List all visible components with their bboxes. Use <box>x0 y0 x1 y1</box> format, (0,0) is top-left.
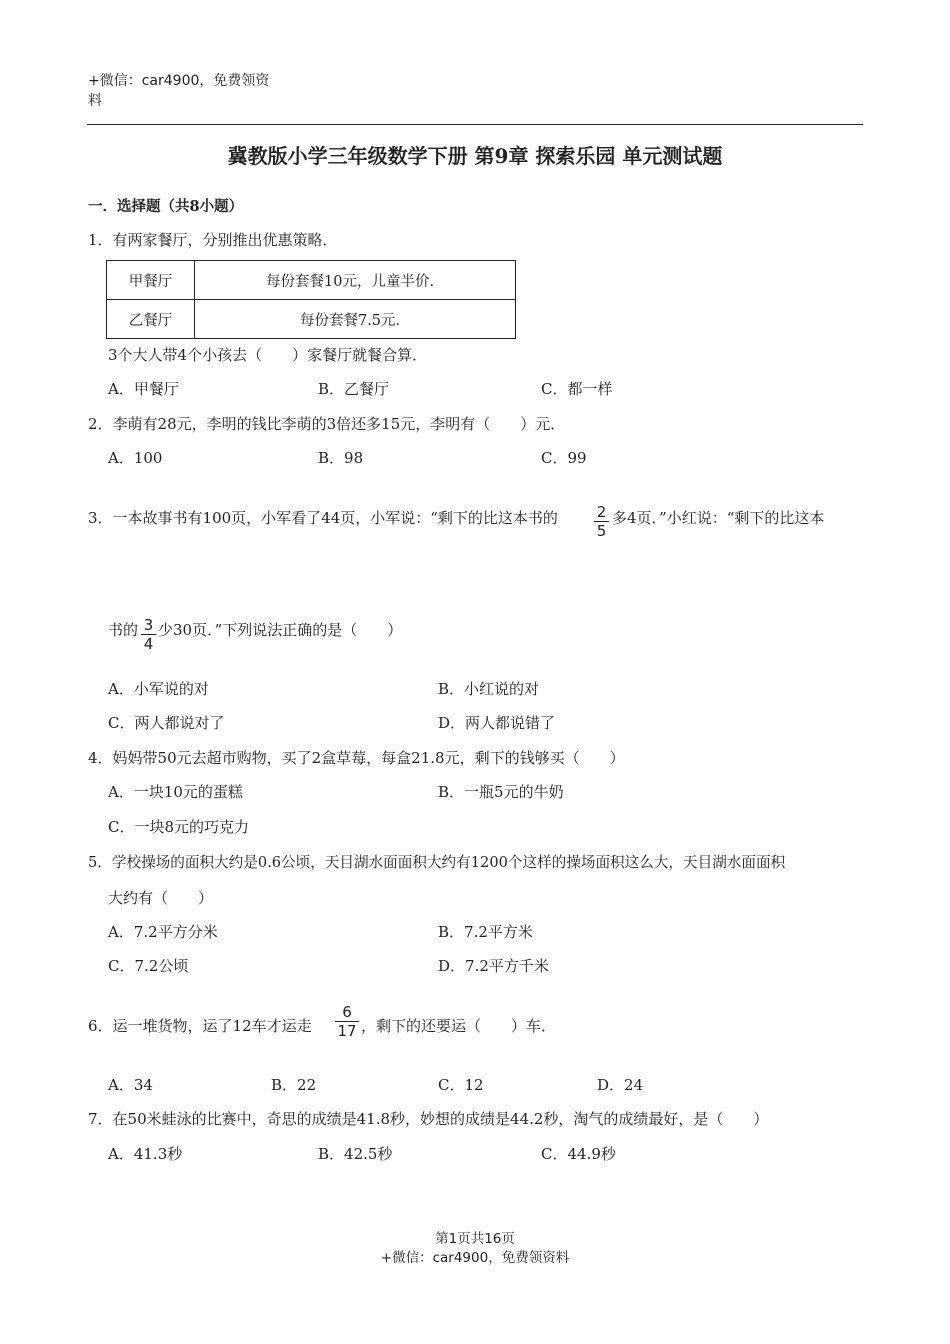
q3-option-b[interactable]: B．小红说的对 <box>438 680 540 698</box>
q1-option-c[interactable]: C．都一样 <box>541 380 613 398</box>
q4-option-b[interactable]: B．一瓶5元的牛奶 <box>438 783 564 801</box>
fraction-numerator: 3 <box>143 616 154 634</box>
q3-option-a[interactable]: A．小军说的对 <box>108 680 209 698</box>
q3-stem-part4: 少30页．”下列说法正确的是（ ） <box>158 621 403 639</box>
table-cell-name: 乙餐厅 <box>107 300 195 339</box>
q6-stem-part1: 6．运一堆货物，运了12车才运走 <box>88 1017 312 1035</box>
table-cell-desc: 每份套餐10元，儿童半价． <box>195 261 516 300</box>
q5-option-c[interactable]: C．7.2公顷 <box>108 957 189 975</box>
fraction-denominator: 4 <box>143 635 154 653</box>
page-number: 第1页共16页 <box>435 1231 515 1247</box>
q3-fraction-three-quarters <box>141 616 156 653</box>
q6-option-d[interactable]: D．24 <box>597 1076 644 1094</box>
q1-option-b[interactable]: B．乙餐厅 <box>318 380 390 398</box>
q3-fraction-two-fifths <box>594 503 609 540</box>
fraction-numerator: 2 <box>596 503 607 521</box>
q3-stem-part1: 3．一本故事书有100页，小军看了44页，小军说：“剩下的比这本书的 <box>88 509 558 527</box>
table-row <box>107 300 516 339</box>
q2-option-a[interactable]: A．100 <box>108 449 163 467</box>
q7-option-b[interactable]: B．42.5秒 <box>318 1145 393 1163</box>
fraction-denominator: 5 <box>596 522 607 540</box>
q4-stem: 4．妈妈带50元去超市购物，买了2盒草莓，每盒21.8元，剩下的钱够买（ ） <box>88 749 625 767</box>
q1-option-a[interactable]: A．甲餐厅 <box>108 380 179 398</box>
q5-stem-part2: 大约有（ ） <box>108 889 214 907</box>
footer-wechat: +微信：car4900，免费领资料 <box>380 1250 570 1266</box>
q3-option-c[interactable]: C．两人都说对了 <box>108 714 225 732</box>
q5-stem-part1: 5．学校操场的面积大约是0.6公顷，天目湖水面面积大约有1200个这样的操场面积这么大，天目湖水面面积 <box>88 854 786 871</box>
section-heading: 一．选择题（共8小题） <box>88 198 244 215</box>
q6-option-a[interactable]: A．34 <box>108 1076 153 1094</box>
q7-stem: 7．在50米蛙泳的比赛中，奇思的成绩是41.8秒，妙想的成绩是44.2秒，淘气的成绩最好，是（ ） <box>88 1110 769 1128</box>
q2-option-b[interactable]: B．98 <box>318 449 364 467</box>
q2-stem: 2．李萌有28元，李明的钱比李萌的3倍还多15元，李明有（ ）元． <box>88 415 566 433</box>
q3-stem-part2: 多4页．”小红说：“剩下的比这本 <box>612 509 825 527</box>
table-cell-desc: 每份套餐7.5元． <box>195 300 516 339</box>
q7-option-c[interactable]: C．44.9秒 <box>541 1145 616 1163</box>
q3-stem-part3: 书的 <box>108 621 139 639</box>
header-wechat-line1: +微信：car4900，免费领资 <box>88 73 270 89</box>
header-wechat-line2: 料 <box>88 93 102 109</box>
header-divider <box>87 124 863 125</box>
q1-question: 3个大人带4个小孩去（ ）家餐厅就餐合算． <box>108 346 428 364</box>
table-row <box>107 261 516 300</box>
fraction-denominator: 17 <box>337 1022 357 1040</box>
q6-option-c[interactable]: C．12 <box>438 1076 484 1094</box>
q1-restaurant-table <box>106 260 516 339</box>
q6-stem-part2: ，剩下的还要运（ ）车． <box>361 1017 557 1035</box>
q6-fraction-six-seventeenths <box>335 1003 359 1040</box>
q3-option-d[interactable]: D．两人都说错了 <box>438 714 556 732</box>
table-cell-name: 甲餐厅 <box>107 261 195 300</box>
page-title: 冀教版小学三年级数学下册 第9章 探索乐园 单元测试题 <box>227 144 723 168</box>
q4-option-a[interactable]: A．一块10元的蛋糕 <box>108 783 243 801</box>
q7-option-a[interactable]: A．41.3秒 <box>108 1145 183 1163</box>
q4-option-c[interactable]: C．一块8元的巧克力 <box>108 818 250 836</box>
q5-option-d[interactable]: D．7.2平方千米 <box>438 957 549 975</box>
q5-option-b[interactable]: B．7.2平方米 <box>438 923 533 941</box>
q1-stem: 1．有两家餐厅，分别推出优惠策略． <box>88 231 338 249</box>
q2-option-c[interactable]: C．99 <box>541 449 587 467</box>
fraction-numerator: 6 <box>342 1003 352 1021</box>
q6-option-b[interactable]: B．22 <box>271 1076 317 1094</box>
q5-option-a[interactable]: A．7.2平方分米 <box>108 923 218 941</box>
